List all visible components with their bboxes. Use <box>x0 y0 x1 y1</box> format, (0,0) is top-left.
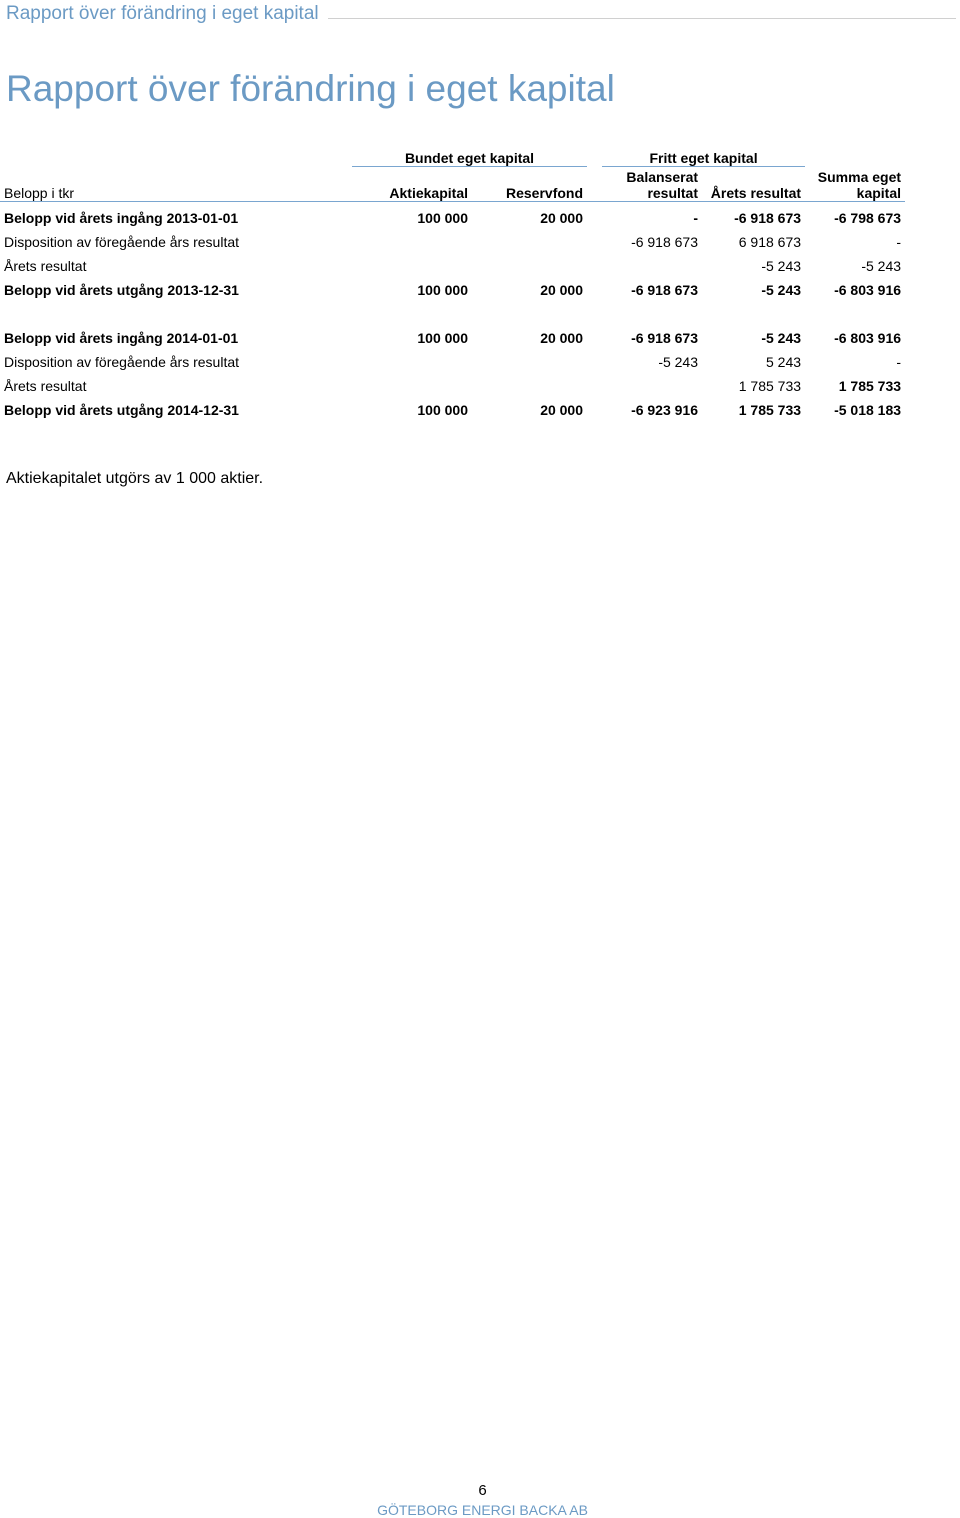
column-header-gap <box>587 167 602 202</box>
row-label: Årets resultat <box>4 378 87 394</box>
column-header-balanserat-line2: resultat <box>647 185 699 201</box>
cell-aktiekapital <box>352 250 472 274</box>
cell-balanserat: - <box>693 210 699 226</box>
cell-reservfond: 20 000 <box>540 210 584 226</box>
cell-gap <box>587 346 602 370</box>
group-fritt-eget-kapital: Fritt eget kapital <box>602 146 805 167</box>
column-header-summa-line1: Summa eget <box>817 169 902 185</box>
cell-summa: -6 803 916 <box>834 282 902 298</box>
cell-arets-resultat: -5 243 <box>761 258 802 274</box>
cell-summa: -5 018 183 <box>834 402 902 418</box>
table-row <box>0 202 905 227</box>
table-row <box>0 370 905 394</box>
cell-aktiekapital <box>352 346 472 370</box>
cell-balanserat: -6 923 916 <box>631 402 699 418</box>
column-header-summa <box>805 167 905 202</box>
group-spacer <box>0 146 352 167</box>
cell-balanserat: -6 918 673 <box>631 330 699 346</box>
cell-aktiekapital: 100 000 <box>417 282 468 298</box>
cell-gap <box>587 250 602 274</box>
cell-balanserat: -5 243 <box>658 354 699 370</box>
cell-reservfond: 20 000 <box>540 282 584 298</box>
row-label: Disposition av föregående års resultat <box>4 354 240 370</box>
header-rule <box>328 18 956 19</box>
page-number: 6 <box>478 1482 487 1499</box>
cell-reservfond <box>472 250 587 274</box>
table-row <box>0 274 905 298</box>
cell-gap <box>587 274 602 298</box>
cell-aktiekapital: 100 000 <box>417 402 468 418</box>
cell-summa: -6 798 673 <box>834 210 902 226</box>
cell-gap <box>587 226 602 250</box>
cell-reservfond: 20 000 <box>540 330 584 346</box>
group-spacer-end <box>805 146 905 167</box>
column-header-reservfond: Reservfond <box>472 167 587 202</box>
cell-gap <box>587 394 602 418</box>
row-label: Belopp vid årets utgång 2014-12-31 <box>4 402 239 418</box>
row-label: Belopp vid årets ingång 2013-01-01 <box>4 210 239 226</box>
cell-gap <box>587 322 602 346</box>
column-header-row <box>0 167 905 202</box>
cell-arets-resultat: 6 918 673 <box>738 234 802 250</box>
table-row <box>0 322 905 346</box>
company-name: GÖTEBORG ENERGI BACKA AB <box>377 1502 588 1518</box>
cell-arets-resultat: -5 243 <box>761 282 802 298</box>
cell-gap <box>587 370 602 394</box>
spacer-cell <box>0 298 905 322</box>
cell-arets-resultat: -5 243 <box>761 330 802 346</box>
cell-aktiekapital <box>352 370 472 394</box>
row-label: Belopp vid årets utgång 2013-12-31 <box>4 282 239 298</box>
cell-balanserat <box>602 250 702 274</box>
table-row <box>0 250 905 274</box>
cell-aktiekapital <box>352 226 472 250</box>
cell-summa: -5 243 <box>861 258 902 274</box>
row-label: Belopp vid årets ingång 2014-01-01 <box>4 330 239 346</box>
table-row <box>0 226 905 250</box>
cell-balanserat <box>602 370 702 394</box>
table-spacer-row <box>0 298 905 322</box>
cell-reservfond <box>472 370 587 394</box>
row-label: Disposition av föregående års resultat <box>4 234 240 250</box>
cell-balanserat: -6 918 673 <box>631 282 699 298</box>
page-title: Rapport över förändring i eget kapital <box>6 68 615 109</box>
cell-aktiekapital: 100 000 <box>417 210 468 226</box>
column-header-aktiekapital: Aktiekapital <box>352 167 472 202</box>
cell-arets-resultat: 1 785 733 <box>738 402 802 418</box>
row-label: Årets resultat <box>4 258 87 274</box>
column-header-label: Belopp i tkr <box>0 167 352 202</box>
share-capital-note: Aktiekapitalet utgörs av 1 000 aktier. <box>6 470 264 487</box>
cell-arets-resultat: 5 243 <box>765 354 802 370</box>
cell-reservfond <box>472 226 587 250</box>
column-header-summa-line2: kapital <box>856 185 902 201</box>
cell-summa: -6 803 916 <box>834 330 902 346</box>
group-bundet-eget-kapital: Bundet eget kapital <box>352 146 587 167</box>
cell-summa: 1 785 733 <box>838 378 902 394</box>
column-header-arets-resultat: Årets resultat <box>702 167 805 202</box>
cell-gap <box>587 202 602 227</box>
equity-table <box>0 146 905 418</box>
group-gap <box>587 146 602 167</box>
cell-arets-resultat: 1 785 733 <box>738 378 802 394</box>
cell-reservfond: 20 000 <box>540 402 584 418</box>
column-header-balanserat <box>602 167 702 202</box>
table-row <box>0 394 905 418</box>
cell-arets-resultat: -6 918 673 <box>734 210 802 226</box>
cell-balanserat: -6 918 673 <box>631 234 699 250</box>
column-header-balanserat-line1: Balanserat <box>626 169 699 185</box>
cell-summa: - <box>896 234 902 250</box>
group-header-row <box>0 146 905 167</box>
cell-summa: - <box>896 354 902 370</box>
cell-aktiekapital: 100 000 <box>417 330 468 346</box>
table-row <box>0 346 905 370</box>
cell-reservfond <box>472 346 587 370</box>
running-header: Rapport över förändring i eget kapital <box>6 3 319 24</box>
